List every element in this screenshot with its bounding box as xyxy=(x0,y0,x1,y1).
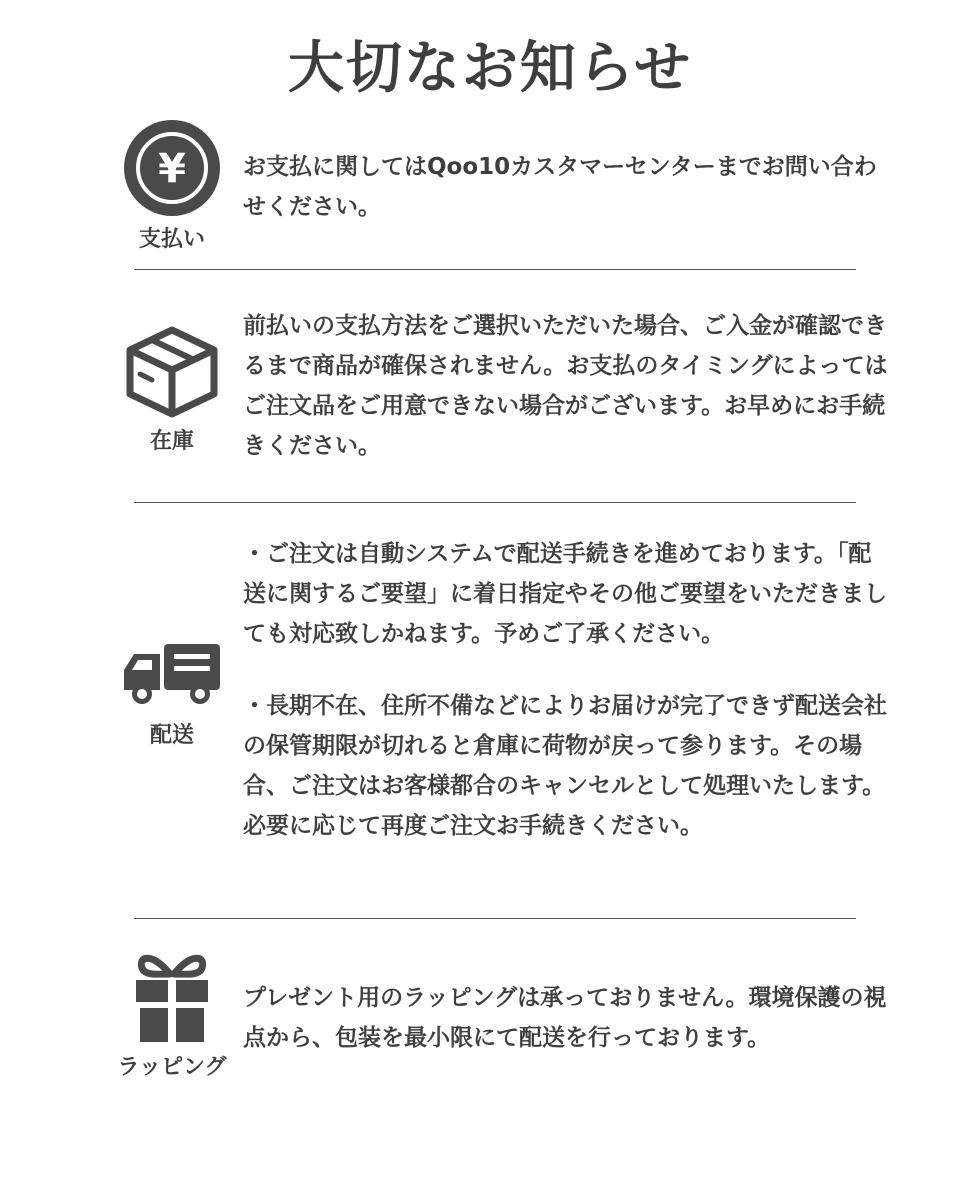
stock-paragraph: 前払いの支払方法をご選択いただいた場合、ご入金が確認できるまで商品が確保されません。お支払のタイミングによってはご注文品をご用意できない場合がございます。お早めにお手続きください。 xyxy=(243,313,888,459)
svg-text:¥: ¥ xyxy=(158,146,186,192)
section-label-stock: 在庫 xyxy=(149,429,194,454)
shipping-text xyxy=(243,534,891,846)
section-label-shipping: 配送 xyxy=(149,723,194,748)
wrapping-paragraph: プレゼント用のラッピングは承っておりません。環境保護の視点から、包装を最小限にて配送を行っております。 xyxy=(243,985,887,1051)
page-title: 大切なお知らせ xyxy=(287,36,693,101)
gift-icon xyxy=(132,946,212,1046)
section-label-wrapping: ラッピング xyxy=(117,1055,227,1080)
stock-icon-column xyxy=(110,324,234,455)
divider xyxy=(134,269,856,270)
wrapping-text xyxy=(243,978,891,1058)
section-label-payment: 支払い xyxy=(138,227,205,252)
wrapping-icon-column xyxy=(110,946,234,1081)
divider xyxy=(134,502,856,503)
shipping-icon-column xyxy=(110,640,234,749)
truck-icon xyxy=(122,640,222,706)
shipping-paragraph-2: ・長期不在、住所不備などによりお届けが完了できず配送会社の保管期限が切れると倉庫に荷物が戻って参ります。その場合、ご注文はお客様都合のキャンセルとして処理いたします。必要に応じて再度ご注文お手続きください。 xyxy=(243,693,887,839)
yen-coin-icon xyxy=(122,118,222,218)
payment-paragraph: お支払に関してはQoo10カスタマーセンターまでお問い合わせください。 xyxy=(243,154,877,220)
payment-text xyxy=(243,147,891,227)
box-icon xyxy=(122,324,222,420)
payment-icon-column xyxy=(110,118,234,253)
shipping-paragraph-1: ・ご注文は自動システムで配送手続きを進めております。「配送に関するご要望」に着日指定やその他ご要望をいただきましても対応致しかねます。予めご了承ください。 xyxy=(243,541,887,647)
divider xyxy=(134,918,856,919)
stock-text xyxy=(243,306,891,466)
